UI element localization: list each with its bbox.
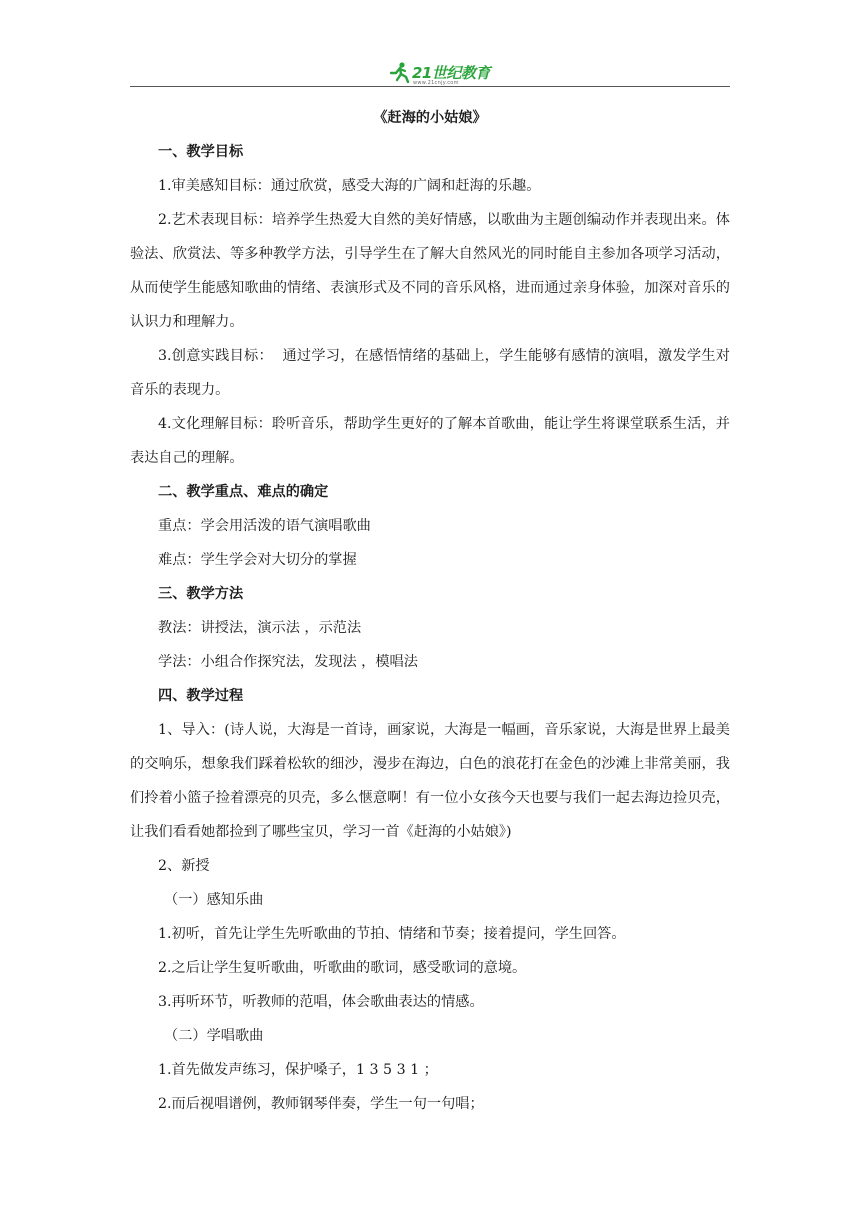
list-item: 2.之后让学生复听歌曲，听歌曲的歌词，感受歌词的意境。 bbox=[158, 960, 527, 976]
key-point: 重点：学会用活泼的语气演唱歌曲 bbox=[158, 518, 371, 534]
list-item: 1.首先做发声练习，保护嗓子，1 3 5 3 1 ； bbox=[158, 1062, 438, 1078]
document-title: 《赶海的小姑娘》 bbox=[373, 110, 487, 126]
logo-text: 21世纪教育 bbox=[412, 63, 490, 82]
teaching-methods: 教法：讲授法，演示法 ，示范法 bbox=[158, 620, 362, 636]
section-heading-key-points: 二、教学重点、难点的确定 bbox=[158, 484, 329, 500]
list-item: 2.而后视唱谱例，教师钢琴伴奏，学生一句一句唱； bbox=[158, 1096, 484, 1112]
section-heading-methods: 三、教学方法 bbox=[158, 586, 244, 602]
objective-3: 3.创意实践目标： 通过学习，在感悟情绪的基础上，学生能够有感情的演唱，激发学生对音乐的表现力。 bbox=[130, 348, 730, 398]
section-heading-objectives: 一、教学目标 bbox=[158, 144, 244, 160]
difficult-point: 难点：学生学会对大切分的掌握 bbox=[158, 552, 357, 568]
objective-2: 2.艺术表现目标：培养学生热爱大自然的美好情感，以歌曲为主题创编动作并表现出来。体验法、欣赏法、等多种教学方法，引导学生在了解大自然风光的同时能自主参加各项学习活动，从而使学生能感知歌曲的情绪、表演形式及不同的音乐风格，进而通过亲身体验，加深对音乐的认识力和理解力。 bbox=[130, 212, 730, 330]
learning-methods: 学法：小组合作探究法，发现法 ，模唱法 bbox=[158, 654, 418, 670]
list-item: 3.再听环节，听教师的范唱，体会歌曲表达的情感。 bbox=[158, 994, 484, 1010]
subsection-heading-learn-singing: （二）学唱歌曲 bbox=[164, 1028, 264, 1044]
objective-1: 1.审美感知目标：通过欣赏，感受大海的广阔和赶海的乐趣。 bbox=[158, 178, 541, 194]
objective-4: 4.文化理解目标：聆听音乐，帮助学生更好的了解本首歌曲，能让学生将课堂联系生活，并表达自己的理解。 bbox=[130, 416, 730, 466]
intro-paragraph: 1、导入：(诗人说，大海是一首诗，画家说，大海是一幅画，音乐家说，大海是世界上最美的交响乐，想象我们踩着松软的细沙，漫步在海边，白色的浪花打在金色的沙滩上非常美丽，我们拎着小篮子捡着漂亮的贝壳，多么惬意啊！有一位小女孩今天也要与我们一起去海边捡贝壳，让我们看看她都捡到了哪些宝贝，学习一首《赶海的小姑娘》) bbox=[130, 722, 730, 840]
new-lesson-heading: 2、新授 bbox=[158, 858, 210, 874]
subsection-heading-perceive: （一）感知乐曲 bbox=[164, 892, 264, 908]
list-item: 1.初听，首先让学生先听歌曲的节拍、情绪和节奏；接着提问，学生回答。 bbox=[158, 926, 626, 942]
section-heading-process: 四、教学过程 bbox=[158, 688, 244, 704]
header-divider bbox=[130, 86, 730, 87]
page-header bbox=[130, 58, 730, 88]
running-person-icon bbox=[388, 61, 410, 83]
logo-url: www.21cnjy.com bbox=[413, 80, 459, 86]
document-body bbox=[130, 101, 730, 1121]
